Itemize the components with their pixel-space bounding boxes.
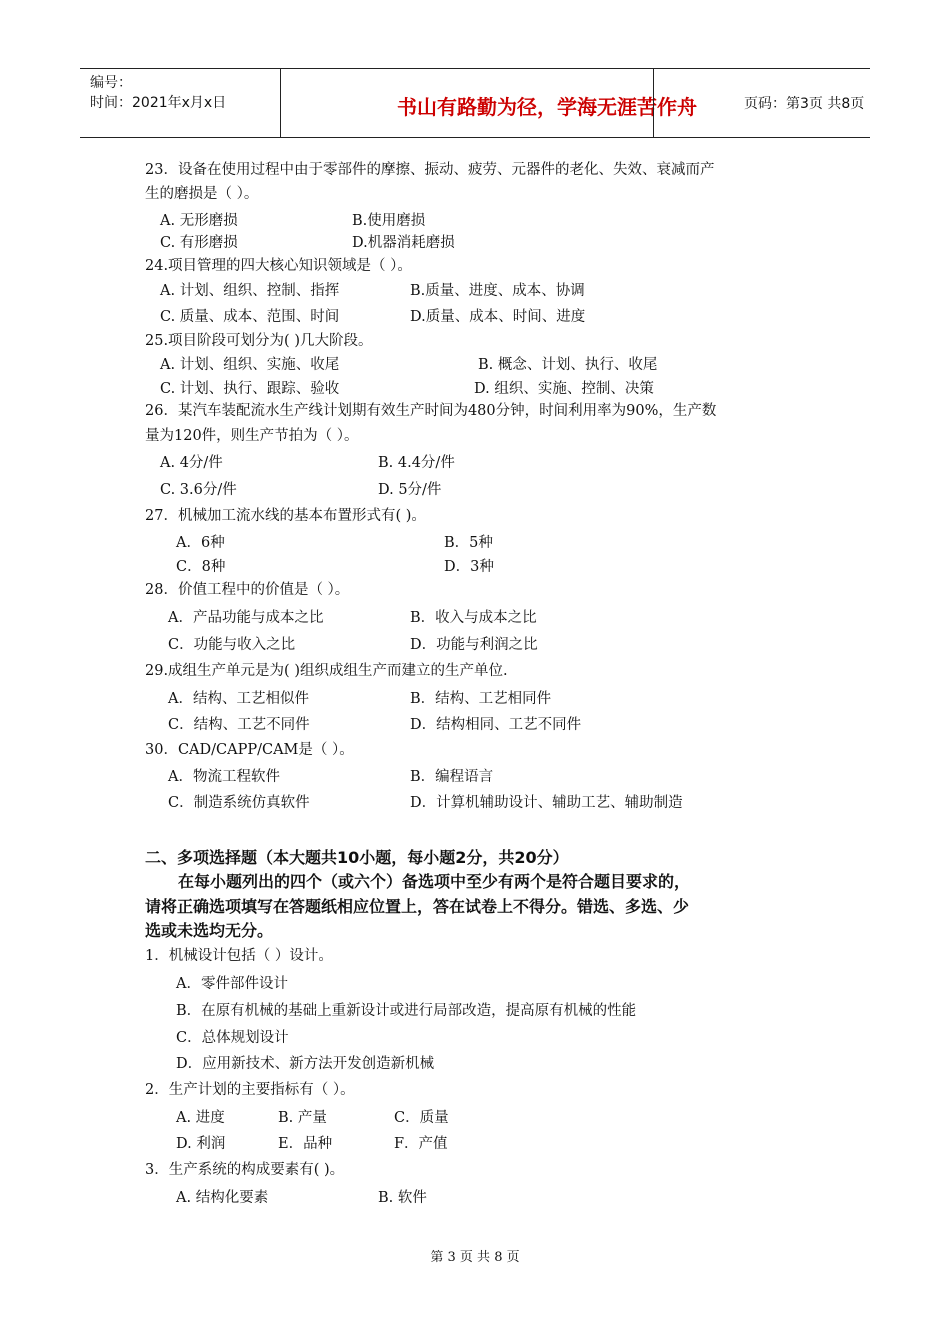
section-instructions: 在每小题列出的四个（或六个）备选项中至少有两个是符合题目要求的， [178,872,691,891]
section-instructions-end: 选或未选均无分。 [145,921,274,940]
q30-option-b: B．编程语言 [410,769,494,785]
m2-option-c: C．质量 [394,1110,449,1126]
q28-option-d: D．功能与利润之比 [410,637,538,653]
m2-option-d: D. 利润 [176,1136,226,1152]
header-left [90,73,226,113]
q29-option-d: D．结构相同、工艺不同件 [410,717,582,733]
q23-stem-cont: 生的磨损是（ ）。 [145,186,259,202]
time-label: 时间：2021年x月x日 [90,95,227,111]
page-label: 页码：第3页 共8页 [744,96,865,112]
m2-option-e: E．品种 [278,1136,333,1152]
q28-stem: 28．价值工程中的价值是（ ）。 [145,582,350,598]
m2-option-f: F．产值 [394,1136,448,1152]
q23-option-a: A. 无形磨损 [160,213,238,229]
q24-option-b: B.质量、进度、成本、协调 [410,283,585,299]
q26-option-c: C. 3.6分/件 [160,482,237,498]
q27-option-a: A．6种 [176,535,225,551]
q24-stem: 24.项目管理的四大核心知识领域是（ ）。 [145,258,412,274]
q28-option-c: C．功能与收入之比 [168,637,296,653]
q30-stem: 30．CAD/CAPP/CAM是（ ）。 [145,742,354,758]
q25-option-b: B. 概念、计划、执行、收尾 [478,357,658,373]
q25-option-a: A. 计划、组织、实施、收尾 [160,357,340,373]
q25-stem: 25.项目阶段可划分为( )几大阶段。 [145,333,373,349]
m1-option-b: B．在原有机械的基础上重新设计或进行局部改造，提高原有机械的性能 [176,1003,637,1019]
q28-option-a: A．产品功能与成本之比 [168,610,324,626]
q24-option-a: A. 计划、组织、控制、指挥 [160,283,340,299]
q25-option-c: C. 计划、执行、跟踪、验收 [160,381,340,397]
q27-option-b: B．5种 [444,535,493,551]
m3-stem: 3．生产系统的构成要素有( )。 [145,1162,345,1178]
q26-stem-cont: 量为120件，则生产节拍为（ ）。 [145,428,359,444]
q30-option-d: D．计算机辅助设计、辅助工艺、辅助制造 [410,795,683,811]
q29-option-a: A．结构、工艺相似件 [168,691,309,707]
q23-option-b: B.使用磨损 [352,213,426,229]
q30-option-a: A．物流工程软件 [168,769,280,785]
q23-stem: 23．设备在使用过程中由于零部件的摩擦、振动、疲劳、元器件的老化、失效、衰减而产 [145,162,715,178]
number-label: 编号： [90,75,132,91]
q23-option-c: C. 有形磨损 [160,235,238,251]
m3-option-b: B. 软件 [378,1190,427,1206]
m3-option-a: A. 结构化要素 [176,1190,269,1206]
section-instructions-cont: 请将正确选项填写在答题纸相应位置上，答在试卷上不得分。错选、多选、少 [145,897,690,916]
q29-stem: 29.成组生产单元是为( )组织成组生产而建立的生产单位. [145,663,508,679]
q27-option-d: D．3种 [444,559,494,575]
q24-option-c: C. 质量、成本、范围、时间 [160,309,340,325]
motto: 书山有路勤为径，学海无涯苦作舟 [397,95,697,119]
q23-option-d: D.机器消耗磨损 [352,235,455,251]
m2-option-a: A. 进度 [176,1110,225,1126]
q30-option-c: C．制造系统仿真软件 [168,795,310,811]
q28-option-b: B．收入与成本之比 [410,610,537,626]
m2-option-b: B. 产量 [278,1110,327,1126]
m1-stem: 1．机械设计包括（ ）设计。 [145,948,333,964]
m1-option-a: A．零件部件设计 [176,976,288,992]
q26-option-b: B. 4.4分/件 [378,455,455,471]
header-divider [280,69,281,137]
m1-option-c: C．总体规划设计 [176,1030,289,1046]
q27-stem: 27．机械加工流水线的基本布置形式有( )。 [145,508,426,524]
q24-option-d: D.质量、成本、时间、进度 [410,309,586,325]
q27-option-c: C．8种 [176,559,226,575]
header-divider [653,69,654,137]
m2-stem: 2．生产计划的主要指标有（ ）。 [145,1082,355,1098]
q29-option-c: C．结构、工艺不同件 [168,717,310,733]
q29-option-b: B．结构、工艺相同件 [410,691,552,707]
page-footer: 第 3 页 共 8 页 [430,1250,520,1265]
section-heading: 二、多项选择题（本大题共10小题，每小题2分，共20分） [145,848,569,867]
q26-option-a: A. 4分/件 [160,455,223,471]
q26-stem: 26．某汽车装配流水生产线计划期有效生产时间为480分钟，时间利用率为90%，生产数 [145,403,717,419]
page-header [80,68,870,138]
m1-option-d: D．应用新技术、新方法开发创造新机械 [176,1056,435,1072]
q25-option-d: D. 组织、实施、控制、决策 [474,381,654,397]
q26-option-d: D. 5分/件 [378,482,442,498]
